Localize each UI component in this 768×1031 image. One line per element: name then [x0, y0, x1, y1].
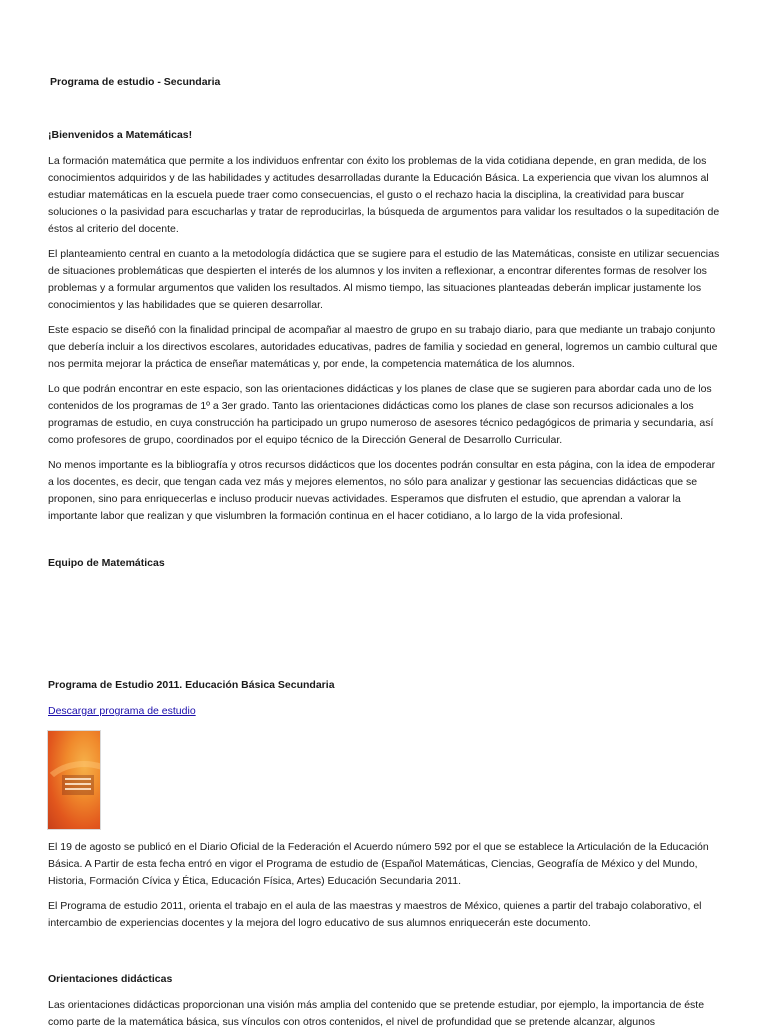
welcome-heading: ¡Bienvenidos a Matemáticas! — [48, 129, 193, 141]
program-cover-image[interactable] — [48, 731, 100, 829]
download-program-link[interactable]: Descargar programa de estudio — [48, 705, 196, 717]
intro-section — [48, 153, 720, 533]
intro-paragraph: El planteamiento central en cuanto a la metodología didáctica que se sugiere para el estudio de las Matemáticas, consiste en utilizar secuencias de situaciones problemáticas que despierten el interés de los alumnos y los inviten a reflexionar, a encontrar diferentes formas de resolver los problemas y a formular argumentos que validen los resultados. Al mismo tiempo, las situaciones planteadas deberán implicar justamente los conocimientos y las habilidades que se quieren desarrollar. — [48, 248, 720, 311]
document-title: Programa de estudio - Secundaria — [50, 76, 221, 88]
signature: Equipo de Matemáticas — [48, 557, 165, 569]
program-paragraph: El 19 de agosto se publicó en el Diario Oficial de la Federación el Acuerdo número 592 por el que se establece la Articulación de la Educación Básica. A Partir de esta fecha entró en vigor el Programa de estudio de (Español Matemáticas, Ciencias, Geografía de México y del Mundo, Historia, Formación Cívica y Ética, Educación Física, Artes) Educación Secundaria 2011. — [48, 841, 709, 887]
intro-paragraph: La formación matemática que permite a los individuos enfrentar con éxito los problemas de la vida cotidiana depende, en gran medida, de los conocimientos adquiridos y de las habilidades y actitudes desarrolladas durante la Educación Básica. La experiencia que vivan los alumnos al estudiar matemáticas en la escuela puede traer como consecuencias, el gusto o el rechazo hacia la disciplina, la creatividad para buscar soluciones o la pasividad para escucharlas y tratar de reproducirlas, la búsqueda de argumentos para validar los resultados o la supeditación de éstos al criterio del docente. — [48, 155, 720, 235]
intro-paragraph: No menos importante es la bibliografía y otros recursos didácticos que los docentes podrán consultar en esta página, con la idea de empoderar a los docentes, es decir, que tengan cada vez más y mejores elementos, no sólo para analizar y gestionar las secuencias didácticas que se proponen, sino para enriquecerlas e incluso producir nuevas actividades. Esperamos que disfruten el estudio, que aprendan a valorar la importante labor que realizan y que vislumbren la formación continua en el hacer cotidiano, a lo largo de la vida profesional. — [48, 459, 716, 522]
program-section — [48, 839, 720, 940]
program-paragraph: El Programa de estudio 2011, orienta el trabajo en el aula de las maestras y maestros de México, quienes a partir del trabajo colaborativo, el intercambio de experiencias docentes y la mejora del logro educativo de sus alumnos enriquecerán este documento. — [48, 900, 702, 929]
intro-paragraph: Lo que podrán encontrar en este espacio, son las orientaciones didácticas y los planes de clase que se sugieren para abordar cada uno de los contenidos de los programas de 1º a 3er grado. Tanto las orientaciones didácticas como los planes de clase son recursos adicionales a los programas de estudio, en cuya construcción ha participado un grupo numeroso de asesores técnico pedagógicos de primaria y secundaria, así como profesores de grupo, coordinados por el equipo técnico de la Dirección General de Desarrollo Curricular. — [48, 383, 714, 446]
cover-title-block — [62, 775, 94, 795]
orientations-title: Orientaciones didácticas — [48, 973, 173, 985]
cover-swirl — [48, 761, 100, 829]
program-title: Programa de Estudio 2011. Educación Básica Secundaria — [48, 679, 335, 691]
intro-paragraph: Este espacio se diseñó con la finalidad principal de acompañar al maestro de grupo en su trabajo diario, para que mediante un trabajo conjunto que debería incluir a los directivos escolares, autoridades educativas, padres de familia y sociedad en general, logremos un cambio cultural que nos permita mejorar la práctica de enseñar matemáticas y, por ende, la competencia matemática de los alumnos. — [48, 324, 718, 370]
orientations-paragraph: Las orientaciones didácticas proporcionan una visión más amplia del contenido que se pretende estudiar, por ejemplo, la importancia de éste como parte de la matemática básica, sus vínculos con otros contenidos, el nivel de profundidad que se pretende alcanzar, algunos — [48, 999, 705, 1028]
